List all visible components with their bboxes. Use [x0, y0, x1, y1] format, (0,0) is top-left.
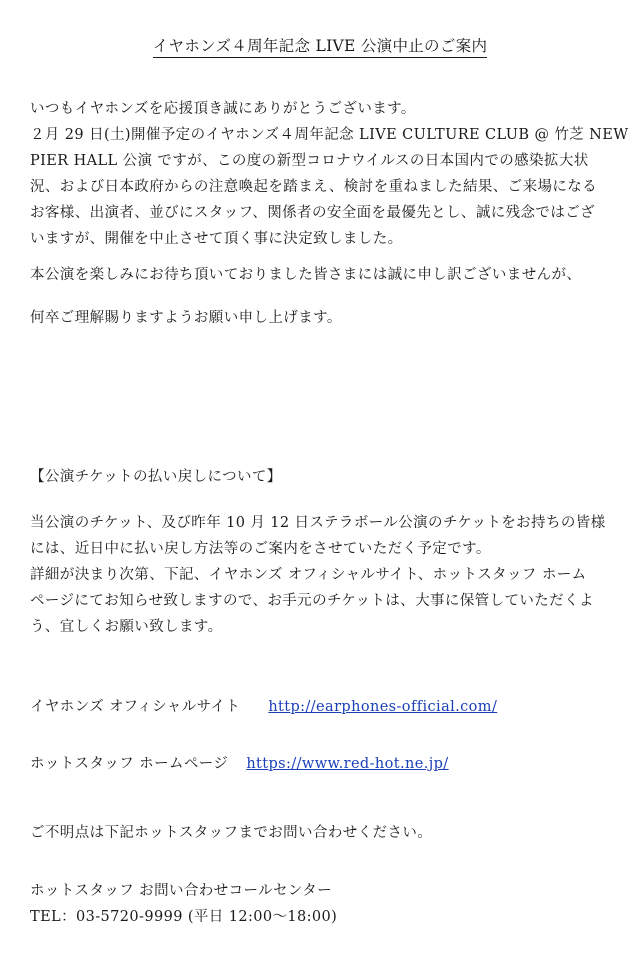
official-site-row	[30, 694, 618, 720]
apology-text-1: 本公演を楽しみにお待ち頂いておりました皆さまには誠に申し訳ございませんが、	[30, 267, 582, 283]
intro-line: 況、および日本政府からの注意喚起を踏まえ、検討を重ねました結果、ご来場になる	[30, 179, 598, 195]
intro-line: PIER HALL 公演 ですが、この度の新型コロナウイルスの日本国内での感染拡大状	[30, 153, 589, 169]
intro-line: ２月 29 日(土)開催予定のイヤホンズ４周年記念 LIVE CULTURE CLUB @ 竹芝 NEW	[30, 127, 629, 143]
apology-text-2: 何卒ご理解賜りますようお願い申し上げます。	[30, 310, 342, 326]
contact-note-text: ご不明点は下記ホットスタッフまでお問い合わせください。	[30, 825, 433, 841]
apology-line-1	[30, 262, 618, 288]
contact-tel: TEL：03-5720-9999 (平日 12:00～18:00)	[30, 909, 338, 925]
hotstuff-site-label: ホットスタッフ ホームページ	[30, 756, 229, 772]
notice-title-text: イヤホンズ４周年記念 LIVE 公演中止のご案内	[153, 37, 488, 58]
official-site-label: イヤホンズ オフィシャルサイト	[30, 699, 241, 715]
refund-line: ページにてお知らせ致しますので、お手元のチケットは、大事に保管していただくよ	[30, 593, 594, 609]
refund-paragraph	[30, 510, 618, 640]
hotstuff-site-row	[30, 751, 618, 777]
refund-line: 当公演のチケット、及び昨年 10 月 12 日ステラボール公演のチケットをお持ちの皆様	[30, 515, 606, 531]
intro-line: いますが、開催を中止させて頂く事に決定致しました。	[30, 231, 403, 247]
refund-heading	[30, 464, 618, 490]
intro-line: お客様、出演者、並びにスタッフ、関係者の安全面を最優先とし、誠に残念ではござ	[30, 205, 596, 221]
intro-line: いつもイヤホンズを応援頂き誠にありがとうございます。	[30, 101, 416, 117]
notice-title	[0, 34, 640, 56]
official-site-link[interactable]: http://earphones-official.com/	[268, 699, 498, 715]
refund-line: う、宜しくお願い致します。	[30, 619, 223, 635]
contact-block	[30, 878, 618, 930]
refund-line: には、近日中に払い戻し方法等のご案内をさせていただく予定です。	[30, 541, 491, 557]
contact-note	[30, 820, 618, 846]
intro-paragraph	[30, 96, 629, 252]
contact-center: ホットスタッフ お問い合わせコールセンター	[30, 883, 332, 899]
apology-line-2	[30, 305, 618, 331]
refund-heading-text: 【公演チケットの払い戻しについて】	[30, 469, 282, 485]
hotstuff-site-link[interactable]: https://www.red-hot.ne.jp/	[246, 756, 449, 772]
refund-line: 詳細が決まり次第、下記、イヤホンズ オフィシャルサイト、ホットスタッフ ホーム	[30, 567, 587, 583]
